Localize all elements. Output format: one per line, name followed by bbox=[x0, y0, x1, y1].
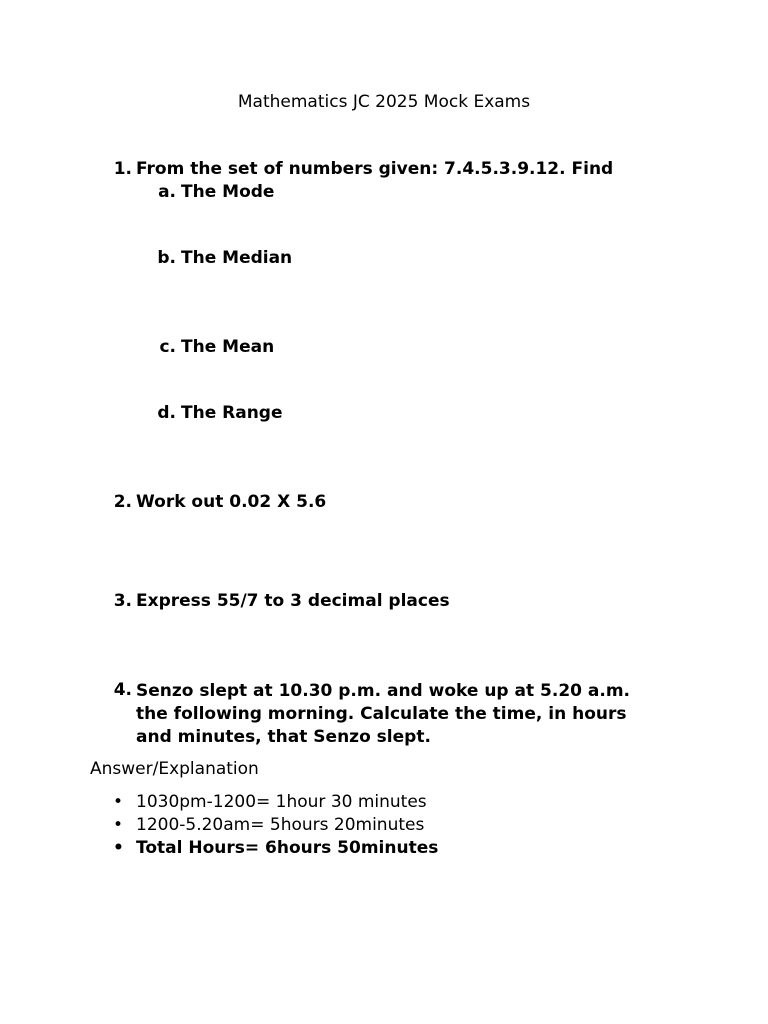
question-1d-letter: d. bbox=[157, 403, 176, 423]
question-1a-letter: a. bbox=[158, 182, 176, 202]
answer-item-1: 1030pm-1200= 1hour 30 minutes bbox=[136, 792, 427, 812]
question-1c-text: The Mean bbox=[181, 337, 275, 357]
question-4-line-3: and minutes, that Senzo slept. bbox=[136, 727, 431, 747]
answer-heading: Answer/Explanation bbox=[90, 759, 259, 779]
bullet-icon: • bbox=[113, 815, 124, 835]
question-2-number: 2. bbox=[113, 492, 132, 512]
answer-item-2: 1200-5.20am= 5hours 20minutes bbox=[136, 815, 425, 835]
question-1d-text: The Range bbox=[181, 403, 283, 423]
question-1-number: 1. bbox=[113, 159, 132, 179]
bullet-icon: • bbox=[113, 792, 124, 812]
bullet-icon: • bbox=[113, 838, 124, 858]
question-1b-letter: b. bbox=[157, 248, 176, 268]
page-title: Mathematics JC 2025 Mock Exams bbox=[237, 92, 531, 112]
question-3-number: 3. bbox=[113, 591, 132, 611]
answer-item-3: Total Hours= 6hours 50minutes bbox=[136, 838, 439, 858]
question-1a-text: The Mode bbox=[181, 182, 275, 202]
question-1-text: From the set of numbers given: 7.4.5.3.9.12. Find bbox=[136, 159, 614, 179]
question-4-number: 4. bbox=[113, 680, 132, 700]
question-1b-text: The Median bbox=[181, 248, 293, 268]
question-4-line-1: Senzo slept at 10.30 p.m. and woke up at 5.20 a.m. bbox=[136, 681, 630, 701]
question-2-text: Work out 0.02 X 5.6 bbox=[136, 492, 327, 512]
question-1c-letter: c. bbox=[159, 337, 176, 357]
question-3-text: Express 55/7 to 3 decimal places bbox=[136, 591, 450, 611]
question-4-line-2: the following morning. Calculate the time, in hours bbox=[136, 704, 627, 724]
